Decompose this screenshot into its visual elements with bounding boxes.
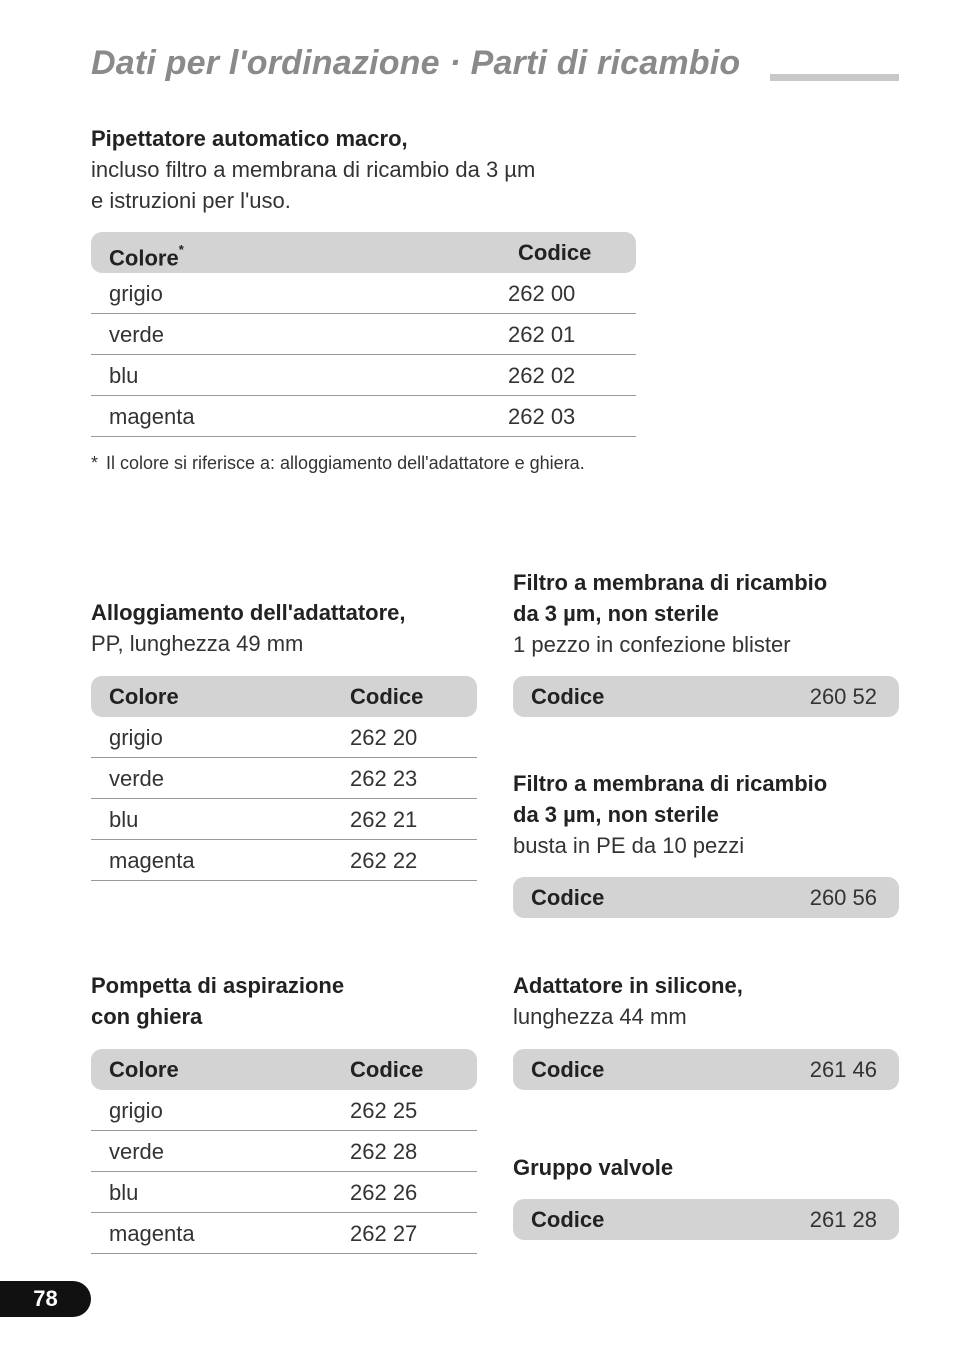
row-code: 262 22 — [350, 848, 418, 873]
page-title: Dati per l'ordinazione · Parti di ricambio — [91, 44, 741, 82]
row-code: 262 26 — [350, 1180, 418, 1205]
row-code: 262 21 — [350, 807, 418, 832]
row-code: 262 27 — [350, 1221, 418, 1246]
code-label: Codice — [531, 1207, 605, 1232]
filter-blister-code-bar — [513, 676, 899, 717]
main-product-table — [91, 232, 636, 437]
table-row — [91, 355, 636, 396]
code-value: 261 46 — [809, 1057, 877, 1082]
suction-bulb-intro — [91, 970, 491, 1032]
filter-blister-heading-line1: Filtro a membrana di ricambio — [513, 570, 828, 595]
table-row — [91, 717, 477, 758]
row-color: verde — [109, 1139, 165, 1164]
footnote-text: Il colore si riferisce a: alloggiamento dell'adattatore e ghiera. — [106, 453, 585, 473]
row-color: blu — [109, 807, 139, 832]
filter-bag-desc: busta in PE da 10 pezzi — [513, 833, 745, 858]
table-row — [91, 396, 636, 437]
page-number: 78 — [0, 1281, 91, 1317]
table-row — [91, 1131, 477, 1172]
filter-bag-heading-line2: da 3 µm, non sterile — [513, 802, 719, 827]
row-color: verde — [109, 322, 165, 347]
table-row — [91, 1172, 477, 1213]
row-code: 262 20 — [350, 725, 418, 750]
code-value: 260 52 — [809, 684, 877, 709]
col-color-label: Colore — [109, 245, 179, 271]
main-product-desc-line2: e istruzioni per l'uso. — [91, 188, 291, 213]
filter-blister-heading-line2: da 3 µm, non sterile — [513, 601, 719, 626]
code-value: 260 56 — [809, 885, 877, 910]
col-color-footnote-mark: * — [178, 242, 184, 257]
main-product-intro — [91, 123, 651, 216]
adapter-housing-heading: Alloggiamento dell'adattatore, — [91, 600, 406, 625]
main-product-heading: Pipettatore automatico macro, — [91, 126, 408, 151]
row-color: grigio — [109, 281, 163, 306]
code-label: Codice — [531, 684, 605, 709]
valve-group-intro — [513, 1152, 913, 1183]
col-code-header: Codice — [350, 684, 424, 709]
adapter-housing-desc: PP, lunghezza 49 mm — [91, 631, 304, 656]
filter-bag-heading-line1: Filtro a membrana di ricambio — [513, 771, 828, 796]
valve-group-heading: Gruppo valvole — [513, 1155, 674, 1180]
row-code: 262 03 — [508, 404, 576, 429]
col-code-header: Codice — [350, 1057, 424, 1082]
filter-bag-intro — [513, 768, 913, 861]
row-code: 262 28 — [350, 1139, 418, 1164]
silicone-adapter-code-bar — [513, 1049, 899, 1090]
table-row — [91, 758, 477, 799]
row-color: grigio — [109, 725, 163, 750]
row-color: magenta — [109, 404, 195, 429]
row-code: 262 01 — [508, 322, 576, 347]
row-code: 262 23 — [350, 766, 418, 791]
table-row — [91, 799, 477, 840]
main-product-desc-line1: incluso filtro a membrana di ricambio da 3 µm — [91, 157, 536, 182]
title-rule — [770, 74, 899, 81]
row-code: 262 02 — [508, 363, 576, 388]
row-color: blu — [109, 1180, 139, 1205]
row-color: magenta — [109, 848, 195, 873]
row-code: 262 25 — [350, 1098, 418, 1123]
filter-blister-desc: 1 pezzo in confezione blister — [513, 632, 791, 657]
table-row — [91, 1090, 477, 1131]
silicone-adapter-desc: lunghezza 44 mm — [513, 1004, 687, 1029]
table-row — [91, 840, 477, 881]
row-color: magenta — [109, 1221, 195, 1246]
code-value: 261 28 — [809, 1207, 877, 1232]
code-label: Codice — [531, 1057, 605, 1082]
table-row — [91, 1213, 477, 1254]
table-header — [91, 232, 636, 273]
footnote-mark: * — [91, 453, 99, 473]
filter-blister-intro — [513, 567, 913, 660]
row-color: blu — [109, 363, 139, 388]
color-footnote — [91, 450, 631, 477]
adapter-housing-intro — [91, 597, 491, 659]
table-row — [91, 273, 636, 314]
silicone-adapter-intro — [513, 970, 913, 1032]
table-header — [91, 676, 477, 717]
col-code-header: Codice — [518, 240, 592, 265]
row-code: 262 00 — [508, 281, 576, 306]
silicone-adapter-heading: Adattatore in silicone, — [513, 973, 743, 998]
table-row — [91, 314, 636, 355]
code-label: Codice — [531, 885, 605, 910]
col-color-header — [109, 232, 184, 278]
adapter-housing-table — [91, 676, 477, 881]
valve-group-code-bar — [513, 1199, 899, 1240]
suction-bulb-table — [91, 1049, 477, 1254]
suction-bulb-heading-line1: Pompetta di aspirazione — [91, 973, 345, 998]
row-color: grigio — [109, 1098, 163, 1123]
row-color: verde — [109, 766, 165, 791]
col-color-header: Colore — [109, 1057, 179, 1082]
filter-bag-code-bar — [513, 877, 899, 918]
table-header — [91, 1049, 477, 1090]
suction-bulb-heading-line2: con ghiera — [91, 1004, 203, 1029]
col-color-header: Colore — [109, 684, 179, 709]
